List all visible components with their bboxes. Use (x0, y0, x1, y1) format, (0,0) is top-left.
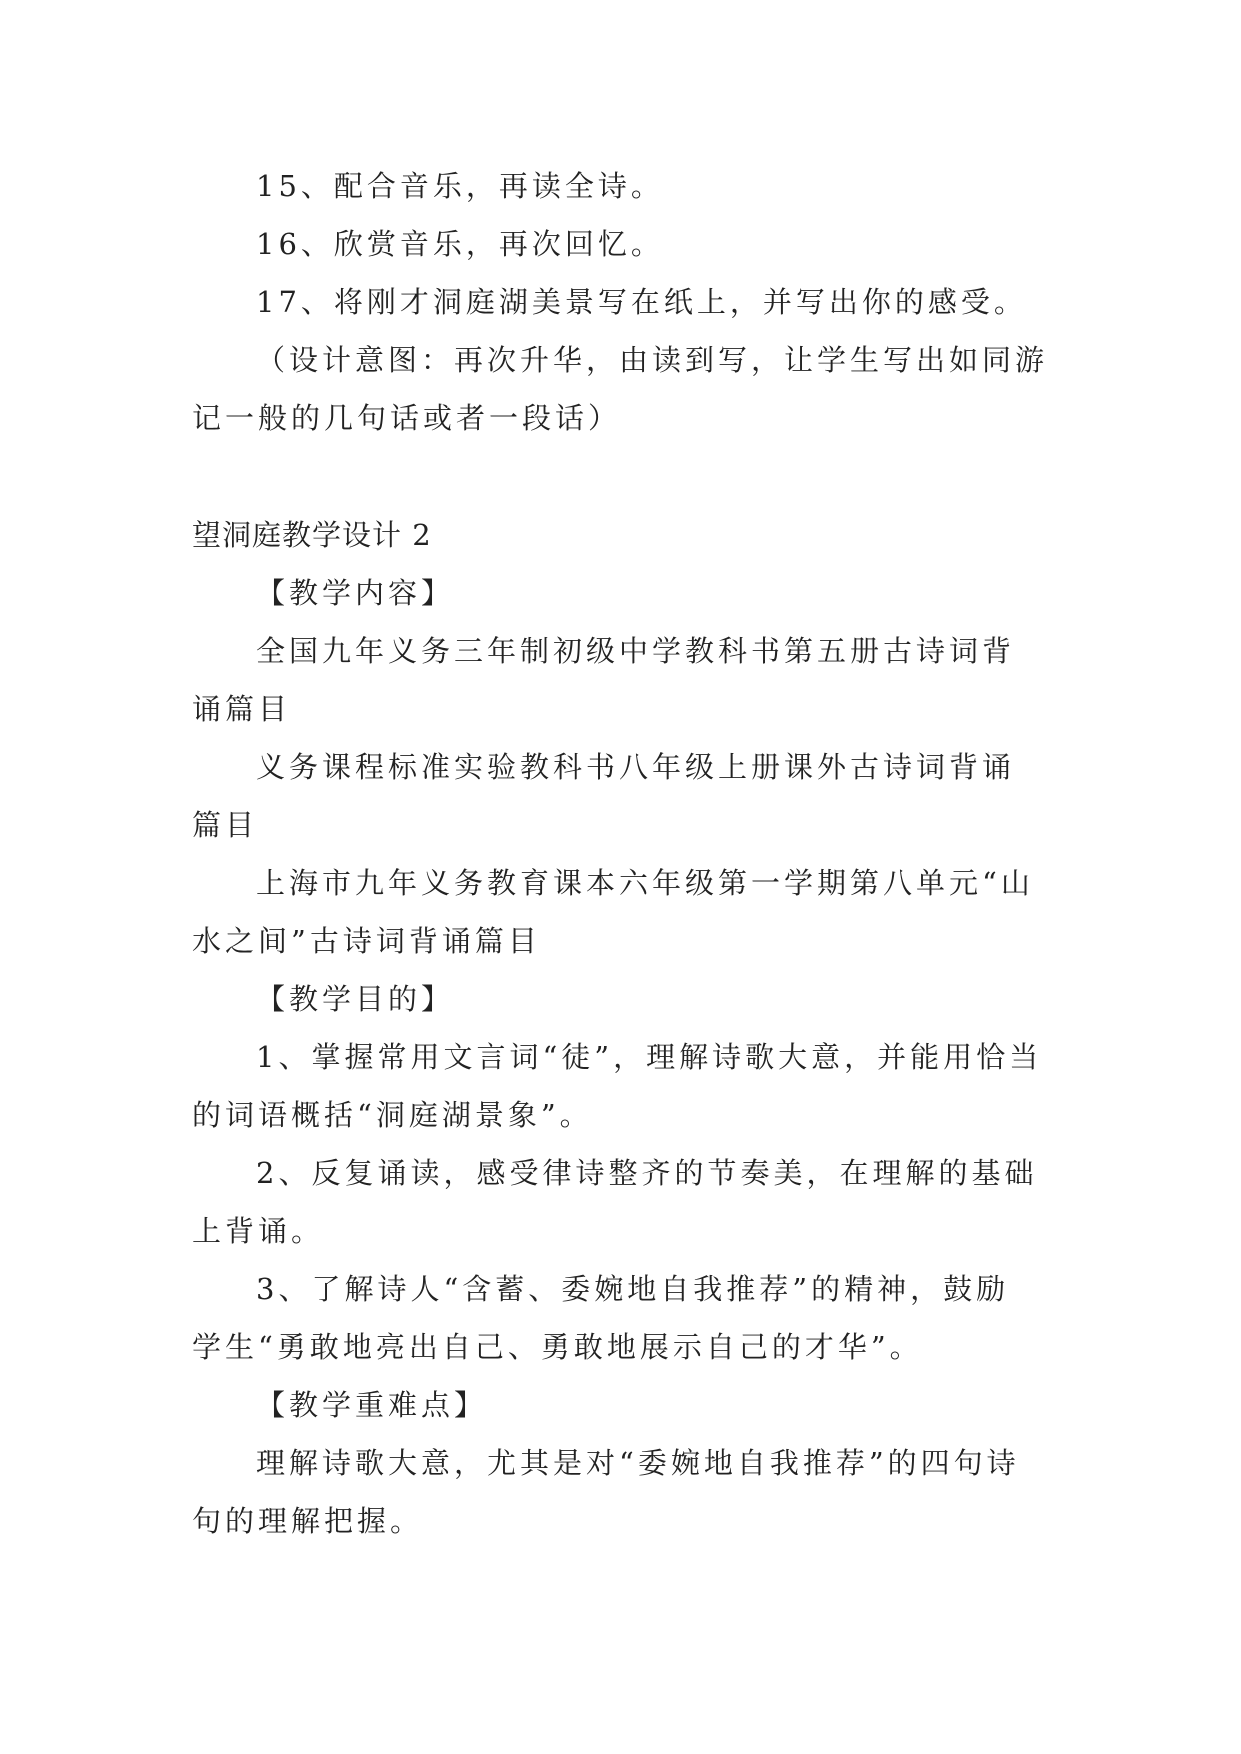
goal-2-line-2: 上背诵。 (192, 1214, 325, 1248)
content-item-1-line-1: 全国九年义务三年制初级中学教科书第五册古诗词背 (256, 634, 1016, 668)
goal-3-line-2: 学生“勇敢地亮出自己、勇敢地展示自己的才华”。 (192, 1330, 923, 1364)
goal-1-line-2: 的词语概括“洞庭湖景象”。 (192, 1098, 593, 1132)
goal-2-line-1: 2、反复诵读，感受律诗整齐的节奏美，在理解的基础 (256, 1156, 1038, 1190)
content-item-2-line-2: 篇目 (192, 808, 259, 842)
content-item-1-line-2: 诵篇目 (192, 692, 292, 726)
step-17: 17、将刚才洞庭湖美景写在纸上，并写出你的感受。 (256, 285, 1027, 319)
heading-teaching-goals: 【教学目的】 (256, 982, 455, 1016)
heading-key-points: 【教学重难点】 (256, 1388, 488, 1422)
content-item-3-line-1: 上海市九年义务教育课本六年级第一学期第八单元“山 (256, 866, 1034, 900)
heading-teaching-content: 【教学内容】 (256, 576, 455, 610)
goal-3-line-1: 3、了解诗人“含蓄、委婉地自我推荐”的精神，鼓励 (256, 1272, 1010, 1306)
goal-1-line-1: 1、掌握常用文言词“徒”，理解诗歌大意，并能用恰当 (256, 1040, 1043, 1074)
section-title: 望洞庭教学设计 2 (192, 518, 432, 552)
step-16: 16、欣赏音乐，再次回忆。 (256, 227, 664, 261)
design-intent-line-2: 记一般的几句话或者一段话） (192, 401, 622, 435)
key-point-line-1: 理解诗歌大意，尤其是对“委婉地自我推荐”的四句诗 (256, 1446, 1020, 1480)
key-point-line-2: 句的理解把握。 (192, 1504, 424, 1538)
content-item-3-line-2: 水之间”古诗词背诵篇目 (192, 924, 541, 958)
content-item-2-line-1: 义务课程标准实验教科书八年级上册课外古诗词背诵 (256, 750, 1016, 784)
step-15: 15、配合音乐，再读全诗。 (256, 169, 664, 203)
design-intent-line-1: （设计意图：再次升华，由读到写，让学生写出如同游 (256, 343, 1049, 377)
